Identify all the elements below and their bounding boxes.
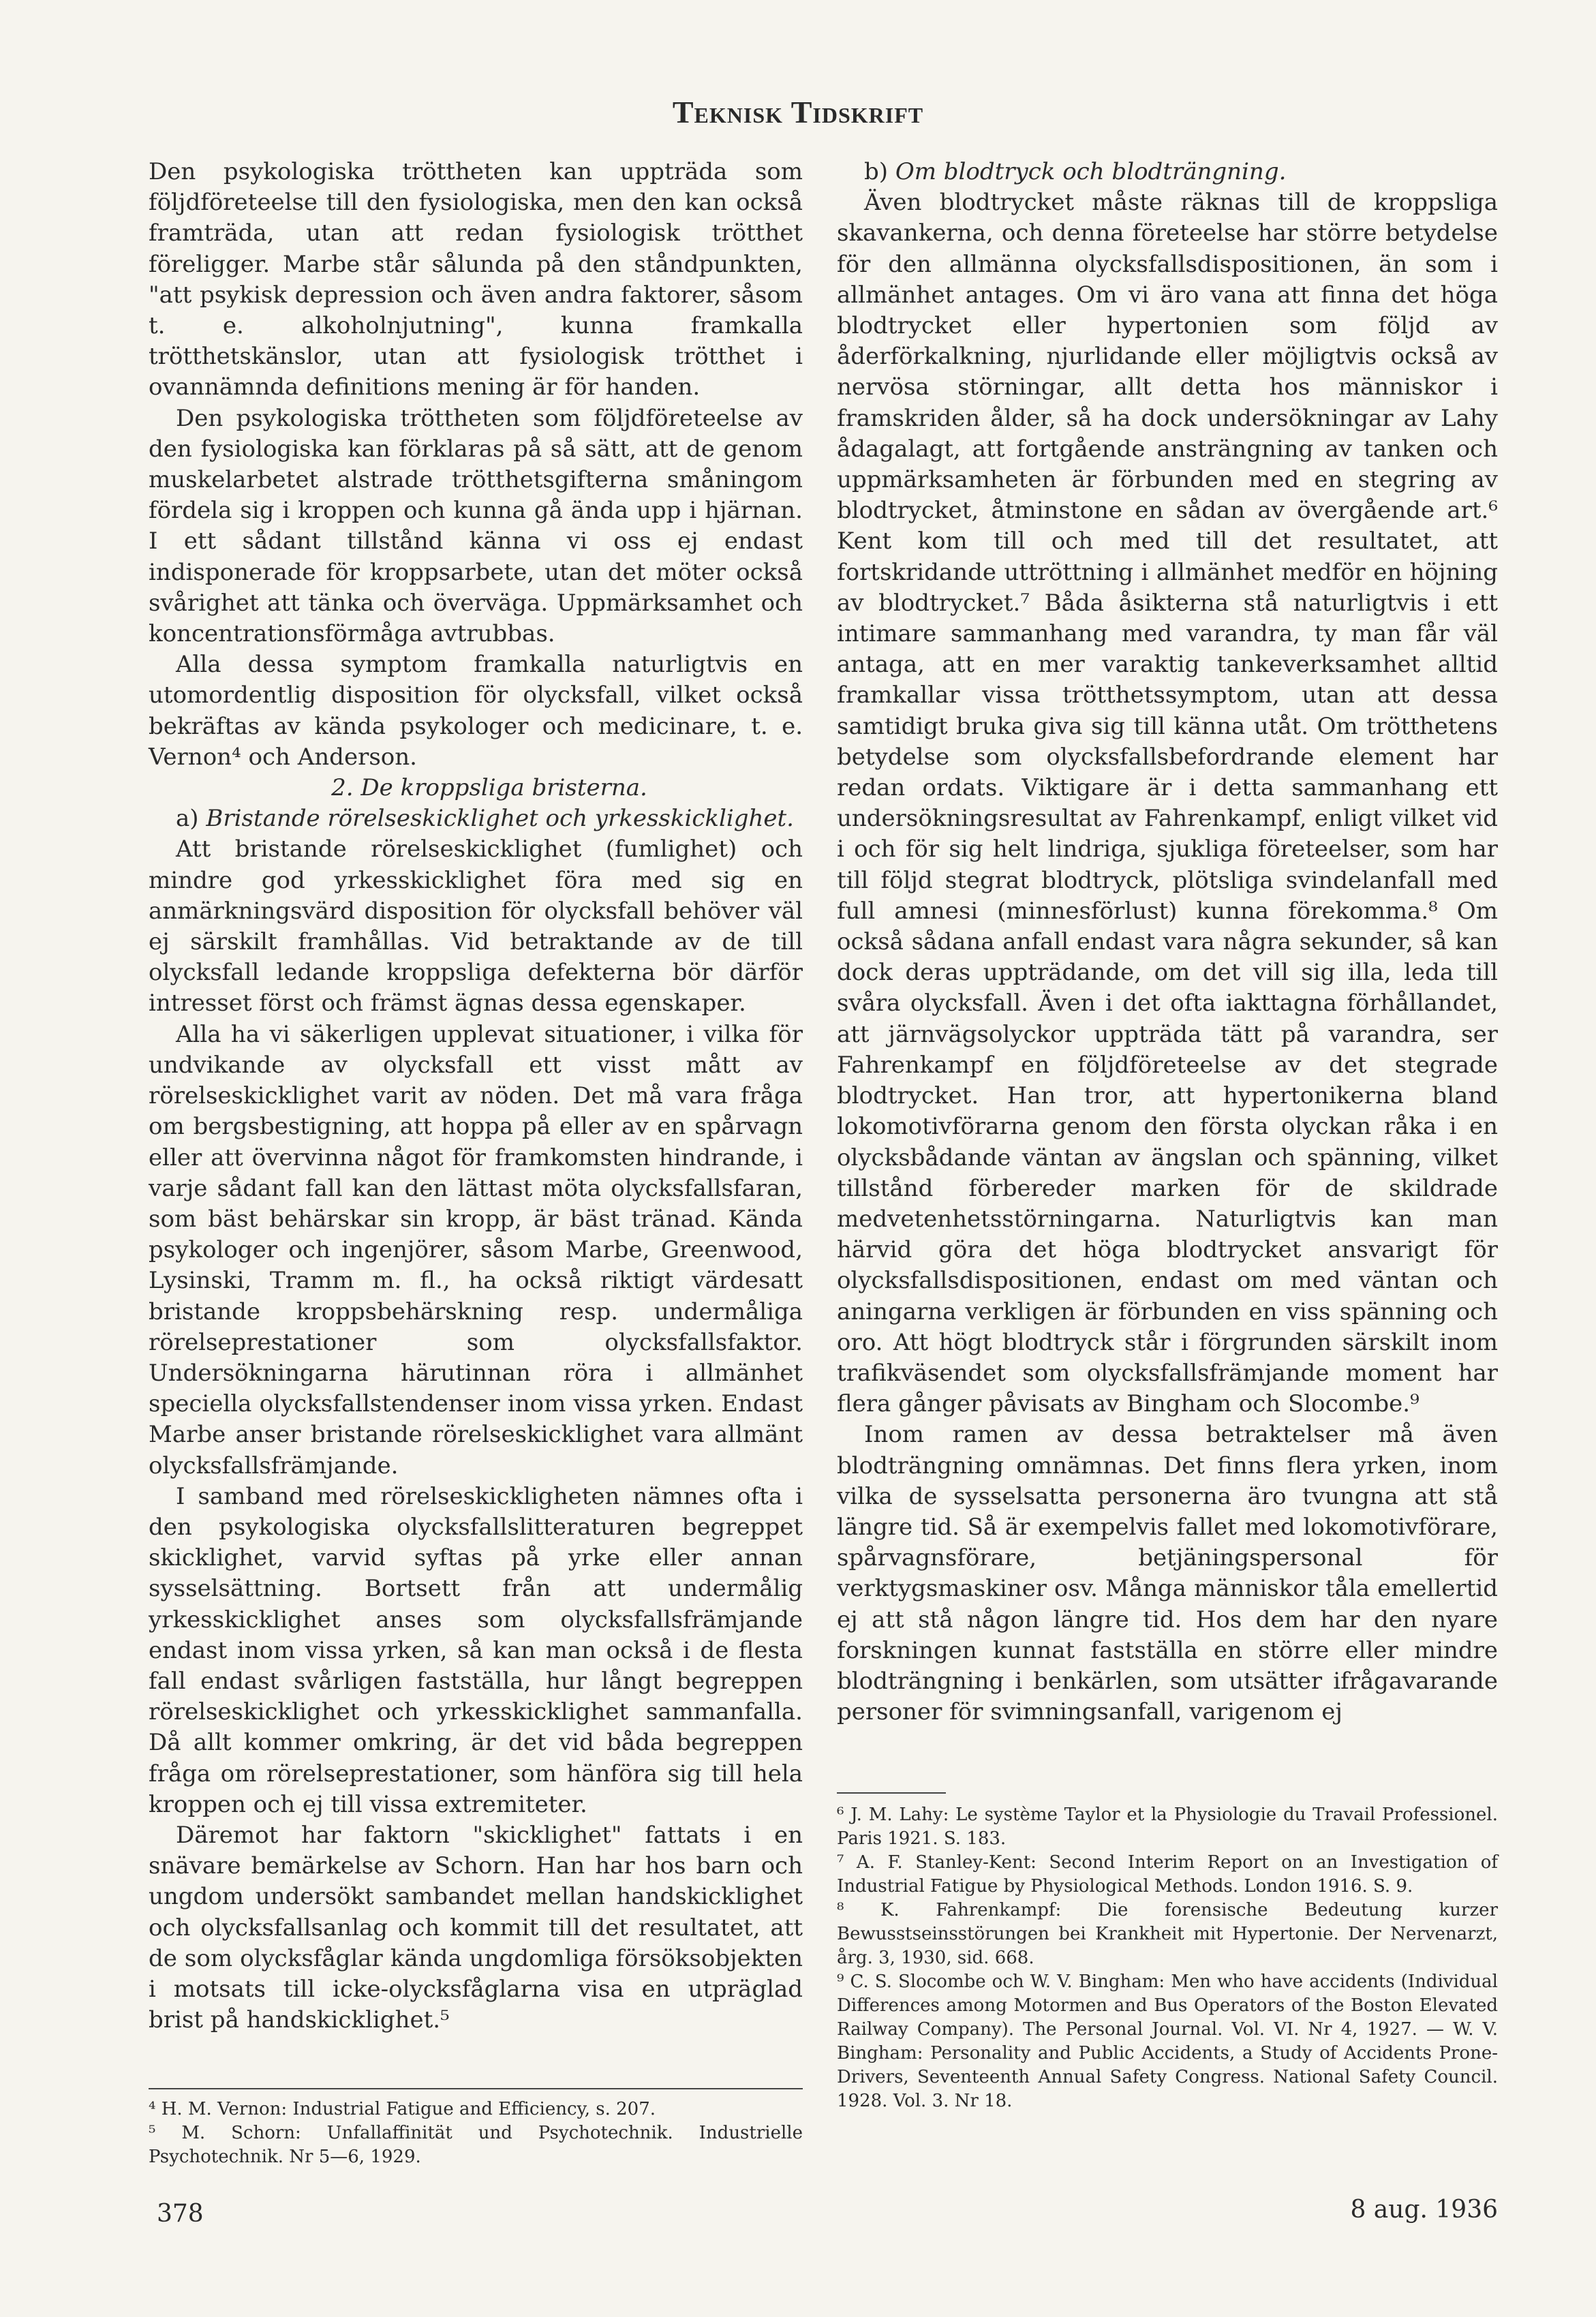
paragraph: I samband med rörelseskickligheten nämnes ofta i den psykologiska olycksfallslitteraturen begreppet skicklighet, varvid syftas på yrke eller annan sysselsättning. Bortsett från att undermålig yrkesskicklighet anses som olycksfallsfrämjande endast inom vissa yrken, så kan man också i de flesta fall endast svårligen fastställa, hur långt begreppen rörelseskicklighet och yrkesskicklighet sammanfalla. Då allt kommer omkring, är det vid båda begreppen fråga om rörelseprestationer, som hänföra sig till hela kroppen och ej till vissa extremiteter. xyxy=(149,1482,803,1818)
paragraph: Alla dessa symptom framkalla naturligtvis en utomordentlig disposition för olycksfall, vilket också bekräftas av kända psykologer och medicinare, t. e. Vernon⁴ och Anderson. xyxy=(149,651,803,771)
right-footnotes xyxy=(837,1792,1498,2113)
paragraph: Den psykologiska tröttheten som följdföreteelse av den fysiologiska kan förklaras på så sätt, att de genom muskelarbetet alstrade trötthetsgifterna småningom fördela sig i kroppen och kunna gå ända upp i hjärnan. I ett sådant tillstånd känna vi oss ej endast indisponerade för kroppsarbete, utan det möter också svårighet att tänka och överväga. Uppmärksamhet och koncentrationsförmåga avtrubbas. xyxy=(149,404,803,648)
subsection-title: Om blodtryck och blodträngning. xyxy=(895,158,1287,185)
footnote: ⁸ K. Fahrenkampf: Die forensische Bedeutung kurzer Bewusstseinsstörungen bei Krankheit mit Hypertonie. Der Nervenarzt, årg. 3, 1930, sid. 668. xyxy=(837,1900,1498,1968)
right-column xyxy=(837,157,1498,1728)
subsection-label: a) xyxy=(176,805,199,833)
paragraph: Att bristande rörelseskicklighet (fumlighet) och mindre god yrkesskicklighet föra med sig en anmärkningsvärd disposition för olycksfall behöver väl ej särskilt framhållas. Vid betraktande av de till olycksfall ledande kroppsliga defekterna bör därför intresset först och främst ägnas dessa egenskaper. xyxy=(149,835,803,1017)
footnote: ⁵ M. Schorn: Unfallaffinität und Psychotechnik. Industrielle Psychotechnik. Nr 5—6, 1929. xyxy=(149,2123,803,2167)
subsection-heading xyxy=(837,157,1498,187)
section-title: 2. De kroppsliga bristerna. xyxy=(331,774,647,802)
subsection-label: b) xyxy=(864,158,889,185)
paragraph: Däremot har faktorn "skicklighet" fattats i en snävare bemärkelse av Schorn. Han har hos barn och ungdom undersökt sambandet mellan handskicklighet och olycksfallsanlag och kommit till det resultatet, att de som olycksfåglar kända ungdomliga försöksobjekten i motsats till icke-olycksfåglarna visa en utpräglad brist på handskicklighet.⁵ xyxy=(149,1821,803,2034)
paragraph: Även blodtrycket måste räknas till de kroppsliga skavankerna, och denna företeelse har större betydelse för den allmänna olycksfallsdispositionen, än som i allmänhet antages. Om vi äro vana att finna det höga blodtrycket eller hypertonien som följd av åderförkalkning, njurlidande eller möjligtvis också av nervösa störningar, allt detta hos människor i framskriden ålder, så ha dock undersökningar av Lahy ådagalagt, att fortgående ansträngning av tanken och uppmärksamheten är förbunden med en stegring av blodtrycket, åtminstone en sådan av övergående art.⁶ Kent kom till och med till det resultatet, att fortskridande uttröttning i allmänhet medför en höjning av blodtrycket.⁷ Båda åsikterna stå naturligtvis i ett intimare sammanhang med varandra, ty man får väl antaga, att en mer varaktig tankeverksamhet alltid framkallar vissa trötthetssymptom, utan att dessa samtidigt bruka giva sig till känna utåt. Om trötthetens betydelse som olycksfallsbefordrande element har redan ordats. Viktigare är i detta sammanhang ett undersökningsresultat av Fahrenkampf, enligt vilket vid i och för sig helt lindriga, sjukliga företeelser, som har till följd stegrat blodtryck, plötsliga svindelanfall med full amnesi (minnesförlust) kunna förekomma.⁸ Om också sådana anfall endast vara några sekunder, så kan dock deras uppträdande, om det vill sig illa, leda till svåra olycksfall. Även i det ofta iakttagna förhållandet, att järnvägsolyckor uppträda tätt på varandra, ser Fahrenkampf en följdföreteelse av det stegrade blodtrycket. Han tror, att hypertonikerna bland lokomotivförarna genom den första olyckan råka i en olycksbådande väntan av ängslan och spänning, vilket tillstånd förbereder marken för de skildrade medvetenhetsstörningarna. Naturligtvis kan man härvid göra det höga blodtrycket ansvarigt för olycksfallsdispositionen, endast om med väntan och aningarna verkligen är förbunden en viss spänning och oro. Att högt blodtryck står i förgrunden särskilt inom trafikväsendet som olycksfallsfrämjande moment har flera gånger påvisats av Bingham och Slocombe.⁹ xyxy=(837,189,1498,1418)
subsection-heading xyxy=(149,803,803,834)
journal-title: Teknisk Tidskrift xyxy=(672,95,924,129)
issue-date: 8 aug. 1936 xyxy=(1350,2196,1498,2224)
paragraph: Alla ha vi säkerligen upplevat situationer, i vilka för undvikande av olycksfall ett visst mått av rörelseskicklighet varit av nöden. Det må vara fråga om bergsbestigning, att hoppa på eller av en spårvagn eller att övervinna något för framkomsten hindrande, i varje sådant fall kan den lättast möta olycksfallsfaran, som bäst behärskar sin kropp, är bäst tränad. Kända psykologer och ingenjörer, såsom Marbe, Greenwood, Lysinski, Tramm m. fl., ha också riktigt värdesatt bristande kroppsbehärskning resp. undermåliga rörelseprestationer som olycksfallsfaktor. Undersökningarna härutinnan röra i allmänhet speciella olycksfallstendenser inom vissa yrken. Endast Marbe anser bristande rörelseskicklighet vara allmänt olycksfallsfrämjande. xyxy=(149,1020,803,1479)
paragraph: Den psykologiska tröttheten kan uppträda som följdföreteelse till den fysiologiska, men den kan också framträda, utan att redan fysiologisk trötthet föreligger. Marbe står sålunda på den ståndpunkten, "att psykisk depression och även andra faktorer, såsom t. e. alkoholnjutning", kunna framkalla trötthetskänslor, utan att fysiologisk trötthet i ovannämnda definitions mening är för handen. xyxy=(149,158,803,401)
footnote-divider xyxy=(837,1792,946,1794)
footnote: ⁷ A. F. Stanley-Kent: Second Interim Report on an Investigation of Industrial Fatigue by Physiological Methods. London 1916. S. 9. xyxy=(837,1852,1498,1897)
footnote: ⁴ H. M. Vernon: Industrial Fatigue and Efficiency, s. 207. xyxy=(149,2099,656,2119)
footnote: ⁶ J. M. Lahy: Le système Taylor et la Physiologie du Travail Professionel. Paris 1921. S. 183. xyxy=(837,1805,1498,1849)
footnote: ⁹ C. S. Slocombe och W. V. Bingham: Men who have accidents (Individual Differences among Motormen and Bus Operators of the Boston Elevated Railway Company). The Personal Journal. Vol. VI. Nr 4, 1927. — W. V. Bingham: Personality and Public Accidents, a Study of Accidents Prone-Drivers, Seventeenth Annual Safety Congress. National Safety Council. 1928. Vol. 3. Nr 18. xyxy=(837,1971,1498,2111)
page-number: 378 xyxy=(157,2200,204,2228)
left-footnotes xyxy=(149,2088,803,2169)
subsection-title: Bristande rörelseskicklighet och yrkesskicklighet. xyxy=(206,805,794,833)
paragraph: Inom ramen av dessa betraktelser må även blodträngning omnämnas. Det finns flera yrken, inom vilka de sysselsatta personerna äro tvungna att stå längre tid. Så är exempelvis fallet med lokomotivförare, spårvagnsförare, betjäningspersonal för verktygsmaskiner osv. Många människor tåla emellertid ej att stå någon längre tid. Hos dem har den nyare forskningen kunnat fastställa en större eller mindre blodträngning i benkärlen, som utsätter ifrågavarande personer för svimningsanfall, varigenom ej xyxy=(837,1421,1498,1726)
left-column xyxy=(149,157,803,2036)
